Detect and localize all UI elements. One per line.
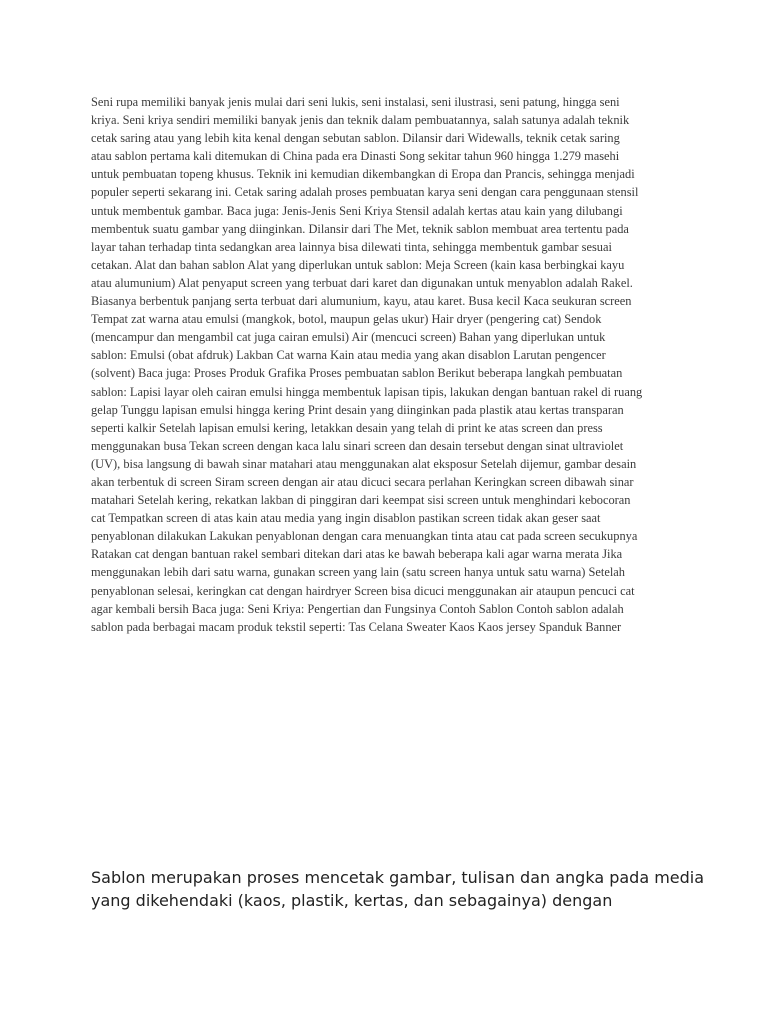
body-line: agar kembali bersih Baca juga: Seni Kriya: Pengertian dan Fungsinya Contoh Sablon Contoh sablon adalah bbox=[91, 601, 624, 616]
body-line: membentuk suatu gambar yang diinginkan. Dilansir dari The Met, teknik sablon membuat area tertentu pada bbox=[91, 221, 629, 236]
body-line: untuk membentuk gambar. Baca juga: Jenis-Jenis Seni Kriya Stensil adalah kertas atau kain yang dilubangi bbox=[91, 203, 623, 218]
body-line: cat Tempatkan screen di atas kain atau media yang ingin disablon pastikan screen tidak akan geser saat bbox=[91, 511, 601, 526]
article-body bbox=[91, 93, 681, 636]
body-line: seperti kalkir Setelah lapisan emulsi kering, letakkan desain yang telah di print ke atas screen dan press bbox=[91, 420, 603, 435]
body-line: kriya. Seni kriya sendiri memiliki banyak jenis dan teknik dalam pembuatannya, salah satunya adalah teknik bbox=[91, 113, 630, 128]
body-line: gelap Tunggu lapisan emulsi hingga kering Print desain yang diinginkan pada plastik atau kertas transparan bbox=[91, 402, 624, 417]
body-line: untuk pembuatan topeng khusus. Teknik ini kemudian dikembangkan di Eropa dan Prancis, sehingga menjadi bbox=[91, 167, 635, 182]
body-line: sablon: Emulsi (obat afdruk) Lakban Cat warna Kain atau media yang akan disablon Larutan pengencer bbox=[91, 348, 606, 363]
body-line: atau alumunium) Alat penyaput screen yang terbuat dari karet dan digunakan untuk menyablon adalah Rakel. bbox=[91, 275, 633, 290]
body-line: Biasanya berbentuk panjang serta terbuat dari alumunium, kayu, atau karet. Busa kecil Kaca seukuran screen bbox=[91, 294, 632, 309]
body-line: penyablonan dilakukan Lakukan penyablonan dengan cara menuangkan tinta atau cat pada screen secukupnya bbox=[91, 529, 638, 544]
body-line: Ratakan cat dengan bantuan rakel sembari ditekan dari atas ke bawah beberapa kali agar warna merata Jika bbox=[91, 547, 623, 562]
body-line: Seni rupa memiliki banyak jenis mulai dari seni lukis, seni instalasi, seni ilustrasi, seni patung, hingga seni bbox=[91, 95, 620, 109]
body-line: (mencampur dan mengambil cat juga cairan emulsi) Air (mencuci screen) Bahan yang diperlukan untuk bbox=[91, 330, 606, 345]
body-line: cetak saring atau yang lebih kita kenal dengan sebutan sablon. Dilansir dari Widewalls, teknik cetak saring bbox=[91, 131, 620, 146]
body-line: sablon: Lapisi layar oleh cairan emulsi hingga membentuk lapisan tipis, lakukan dengan bantuan rakel di ruang bbox=[91, 384, 643, 399]
body-line: atau sablon pertama kali ditemukan di China pada era Dinasti Song sekitar tahun 960 hingga 1.279 masehi bbox=[91, 149, 620, 164]
summary-line: yang dikehendaki (kaos, plastik, kertas, dan sebagainya) dengan bbox=[91, 891, 613, 910]
body-line: penyablonan selesai, keringkan cat dengan hairdryer Screen bisa dicuci menggunakan air ataupun pencuci cat bbox=[91, 583, 635, 598]
body-line: (UV), bisa langsung di bawah sinar matahari atau menggunakan alat eksposur Setelah dijemur, gambar desain bbox=[91, 456, 637, 471]
body-line: sablon pada berbagai macam produk tekstil seperti: Tas Celana Sweater Kaos Kaos jersey Spanduk Banner bbox=[91, 619, 622, 634]
body-line: cetakan. Alat dan bahan sablon Alat yang diperlukan untuk sablon: Meja Screen (kain kasa berbingkai kayu bbox=[91, 257, 625, 272]
body-line: menggunakan busa Tekan screen dengan kaca lalu sinari screen dan desain tersebut dengan sinat ultraviolet bbox=[91, 438, 624, 453]
summary-line: Sablon merupakan proses mencetak gambar, tulisan dan angka pada media bbox=[91, 868, 705, 887]
body-line: (solvent) Baca juga: Proses Produk Grafika Proses pembuatan sablon Berikut beberapa langkah pembuatan bbox=[91, 366, 623, 381]
body-line: menggunakan lebih dari satu warna, gunakan screen yang lain (satu screen hanya untuk satu warna) Setelah bbox=[91, 565, 625, 580]
summary-text bbox=[91, 866, 705, 912]
body-line: akan terbentuk di screen Siram screen dengan air atau dicuci secara perlahan Keringkan screen dibawah sinar bbox=[91, 474, 634, 489]
body-line: populer seperti sekarang ini. Cetak saring adalah proses pembuatan karya seni dengan cara penggunaan stensil bbox=[91, 185, 639, 200]
body-line: layar tahan terhadap tinta sedangkan area lainnya bisa dilewati tinta, sehingga membentuk gambar sesuai bbox=[91, 239, 612, 254]
body-line: matahari Setelah kering, rekatkan lakban di pinggiran dari keempat sisi screen untuk menghindari kebocoran bbox=[91, 493, 631, 508]
body-line: Tempat zat warna atau emulsi (mangkok, botol, maupun gelas ukur) Hair dryer (pengering cat) Sendok bbox=[91, 312, 602, 327]
